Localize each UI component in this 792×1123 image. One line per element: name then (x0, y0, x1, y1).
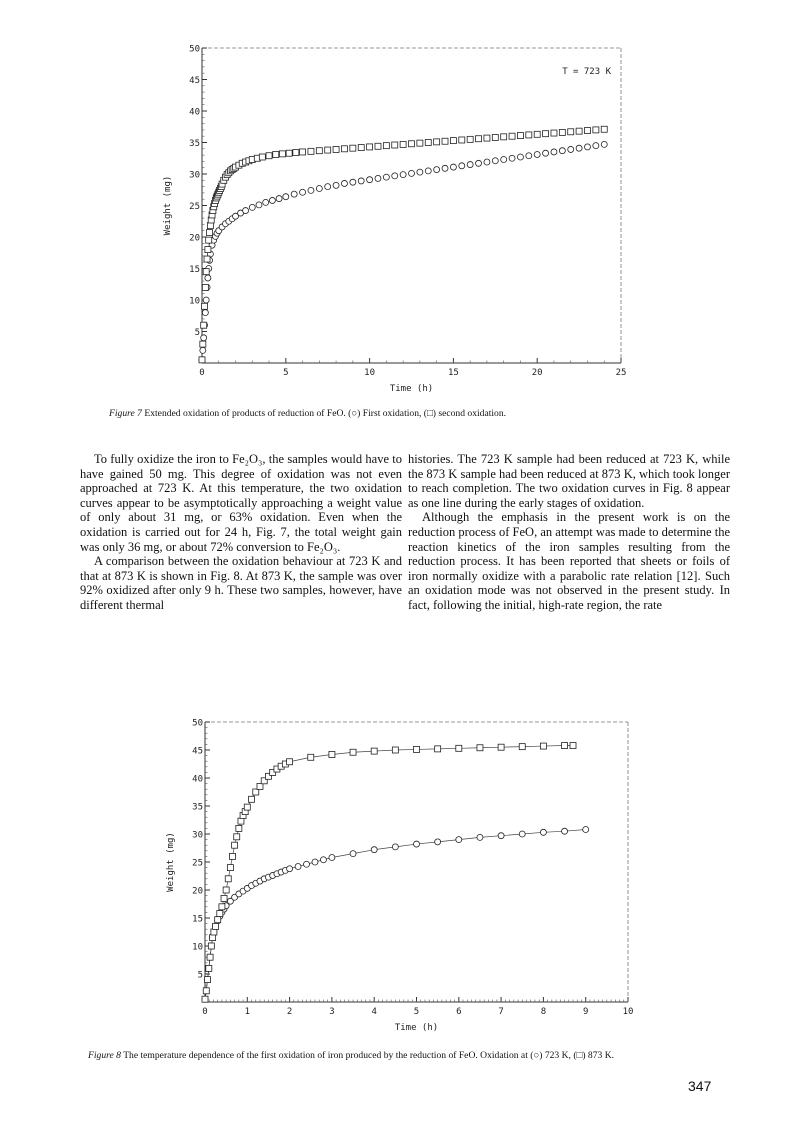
fig7-circle-point (501, 157, 507, 163)
fig7-y-tick-label: 40 (189, 107, 200, 118)
fig8-circle-point (477, 834, 483, 840)
figure-7-chart (0, 0, 792, 400)
fig7-circle-point (256, 202, 262, 208)
fig7-square-point (203, 269, 209, 275)
fig8-square-point (202, 996, 208, 1002)
fig8-y-tick-label: 30 (192, 830, 203, 841)
fig7-circle-point (202, 310, 208, 316)
fig8-circle-point (562, 828, 568, 834)
fig8-square-point (244, 804, 250, 810)
fig8-square-point (223, 887, 229, 893)
fig8-square-point (210, 935, 216, 941)
fig8-square-point (208, 943, 214, 949)
fig7-square-point (425, 140, 431, 146)
fig7-square-point (509, 133, 515, 139)
right-text-column (408, 452, 730, 613)
fig7-circle-point (417, 169, 423, 175)
fig8-y-axis-label: Weight (mg) (166, 832, 176, 892)
fig7-x-tick-label: 0 (199, 368, 205, 378)
fig7-circle-point (269, 197, 275, 203)
fig7-x-tick-label: 15 (447, 368, 459, 378)
fig7-square-point (259, 154, 265, 160)
figure-8-caption-label: Figure 8 (88, 1050, 121, 1061)
fig7-circle-point (316, 185, 322, 191)
fig7-circle-point (325, 184, 331, 190)
fig7-square-point (199, 357, 205, 363)
fig7-circle-point (263, 199, 269, 205)
fig7-square-point (459, 137, 465, 143)
fig7-square-point (534, 131, 540, 137)
fig8-square-point (211, 929, 217, 935)
fig7-circle-point (476, 160, 482, 166)
fig7-y-tick-label: 50 (189, 44, 200, 55)
fig7-circle-point (300, 189, 306, 195)
fig7-series-2 (199, 126, 607, 363)
fig7-circle-point (434, 167, 440, 173)
fig7-square-point (593, 127, 599, 133)
fig8-x-axis-label: Time (h) (394, 1023, 439, 1033)
fig8-square-point (203, 988, 209, 994)
figure-8-chart (0, 700, 792, 1040)
fig7-y-tick-label: 45 (189, 76, 200, 86)
fig7-circle-point (283, 194, 289, 200)
fig7-square-point (383, 143, 389, 149)
fig7-square-point (273, 151, 279, 157)
fig8-circle-point (304, 861, 310, 867)
figure-7-caption-text: Extended oxidation of products of reduction of FeO. (○) First oxidation, (□) second oxidation. (144, 408, 507, 419)
fig7-circle-point (203, 297, 209, 303)
fig7-annotation: T = 723 K (562, 67, 611, 77)
fig7-circle-point (375, 175, 381, 181)
fig8-series-line (205, 830, 586, 1000)
fig7-square-point (601, 126, 607, 132)
fig7-y-tick-label: 5 (194, 328, 200, 338)
fig8-square-point (253, 789, 259, 795)
fig7-circle-point (568, 146, 574, 152)
fig7-circle-point (341, 180, 347, 186)
fig8-circle-point (414, 841, 420, 847)
fig7-circle-point (400, 172, 406, 178)
fig7-square-point (559, 129, 565, 135)
fig8-square-point (232, 842, 238, 848)
fig7-square-point (286, 150, 292, 156)
fig7-square-point (492, 134, 498, 140)
fig8-y-tick-label: 20 (192, 886, 203, 897)
fig7-square-point (392, 142, 398, 148)
fig8-x-tick-label: 2 (286, 1007, 293, 1017)
fig7-square-point (367, 144, 373, 150)
fig7-y-tick-label: 10 (189, 296, 200, 307)
fig7-circle-point (367, 177, 373, 183)
fig8-square-point (414, 746, 420, 752)
fig7-circle-point (200, 347, 206, 353)
fig8-circle-point (312, 859, 318, 865)
fig8-square-point (215, 917, 221, 923)
fig7-square-point (400, 141, 406, 147)
fig8-circle-point (392, 844, 398, 850)
fig7-square-point (375, 143, 381, 149)
fig7-circle-point (291, 191, 297, 197)
fig8-y-tick-label: 35 (192, 802, 203, 813)
fig7-square-point (341, 146, 347, 152)
fig8-circle-point (456, 837, 462, 843)
fig8-y-tick-label: 45 (192, 746, 203, 757)
left-text-column (80, 452, 402, 613)
fig8-square-point (498, 744, 504, 750)
fig8-square-point (570, 743, 576, 749)
fig8-circle-point (287, 866, 293, 872)
fig7-circle-point (467, 162, 473, 168)
fig8-circle-point (540, 829, 546, 835)
fig7-circle-point (601, 141, 607, 147)
fig8-square-point (287, 759, 293, 765)
fig7-square-point (308, 148, 314, 154)
fig7-series-1 (199, 141, 607, 362)
fig7-circle-point (425, 168, 431, 174)
fig7-square-point (207, 230, 213, 236)
fig7-square-point (204, 256, 210, 262)
fig8-square-point (207, 954, 213, 960)
fig7-y-axis-label: Weight (mg) (163, 175, 173, 236)
fig7-circle-point (308, 187, 314, 193)
fig8-y-tick-label: 25 (192, 858, 203, 869)
fig8-square-point (435, 746, 441, 752)
fig8-square-point (308, 754, 314, 760)
fig7-circle-point (442, 165, 448, 171)
fig7-circle-point (584, 144, 590, 150)
fig8-square-point (257, 783, 263, 789)
fig8-square-point (221, 895, 227, 901)
fig7-circle-point (249, 204, 255, 210)
fig7-square-point (450, 138, 456, 144)
fig8-x-tick-label: 5 (413, 1007, 420, 1017)
fig8-x-tick-label: 3 (329, 1007, 335, 1017)
fig8-x-tick-label: 4 (371, 1007, 377, 1017)
fig8-circle-point (320, 857, 326, 863)
fig7-circle-point (350, 179, 356, 185)
fig7-circle-point (551, 149, 557, 155)
fig7-x-tick-label: 20 (531, 368, 543, 378)
fig7-square-point (434, 139, 440, 145)
fig8-circle-point (329, 855, 335, 861)
fig8-square-point (519, 744, 525, 750)
fig8-square-point (219, 904, 225, 910)
fig8-y-tick-label: 15 (192, 914, 203, 925)
fig7-y-tick-label: 15 (189, 265, 200, 275)
fig7-y-tick-label: 30 (189, 170, 200, 181)
fig7-circle-point (205, 275, 211, 281)
fig8-circle-point (295, 863, 301, 869)
fig8-square-point (206, 965, 212, 971)
figure-8-caption-text: The temperature dependence of the first oxidation of iron produced by the reduction of FeO. Oxidation at (○) 723 K, (□) 873 K. (123, 1050, 615, 1061)
fig8-square-point (236, 825, 242, 831)
fig7-circle-point (358, 178, 364, 184)
fig8-square-point (371, 748, 377, 754)
fig8-circle-point (435, 839, 441, 845)
fig8-x-tick-label: 6 (456, 1007, 462, 1017)
fig7-circle-point (383, 174, 389, 180)
fig7-square-point (207, 223, 213, 229)
fig7-square-point (584, 128, 590, 134)
fig7-square-point (202, 284, 208, 290)
body-paragraph: A comparison between the oxidation behaviour at 723 K and that at 873 K is shown in Fig. 8. At 873 K, the sample was over 92% oxidized after only 9 h. These two samples, however, have different thermal (80, 554, 402, 612)
fig7-square-point (568, 129, 574, 135)
body-paragraph: histories. The 723 K sample had been reduced at 723 K, while the 873 K sample had been reduced at 873 K, which took longer to reach completion. The two oxidation curves in Fig. 8 appear as one line during the early stages of oxidation. (408, 452, 730, 510)
figure-7-caption-label: Figure 7 (109, 408, 142, 419)
page-number: 347 (688, 1078, 712, 1094)
fig7-circle-point (333, 182, 339, 188)
fig8-square-point (227, 865, 233, 871)
fig7-circle-point (484, 159, 490, 165)
fig7-circle-point (459, 163, 465, 169)
fig7-square-point (333, 146, 339, 152)
fig7-square-point (576, 128, 582, 134)
fig7-circle-point (201, 335, 207, 341)
fig7-circle-point (392, 173, 398, 179)
fig8-circle-point (498, 833, 504, 839)
body-paragraph: Although the emphasis in the present work is on the reduction process of FeO, an attempt was made to determine the reaction kinetics of the iron samples resulting from the reduction process. It has been reported that sheets or foils of iron normally oxidize with a parabolic rate relation [12]. Such an oxidation mode was not observed in the present study. In fact, following the initial, high-rate region, the rate (408, 510, 730, 612)
fig7-square-point (201, 322, 207, 328)
fig8-square-point (350, 749, 356, 755)
fig7-x-tick-label: 25 (615, 368, 627, 378)
fig7-y-tick-label: 35 (189, 139, 200, 149)
fig7-square-point (206, 237, 212, 243)
fig7-circle-point (543, 150, 549, 156)
fig8-square-point (225, 876, 231, 882)
fig7-circle-point (243, 208, 249, 214)
fig8-square-point (456, 745, 462, 751)
fig8-x-tick-label: 8 (540, 1007, 547, 1017)
fig7-circle-point (409, 170, 415, 176)
fig8-y-tick-label: 50 (192, 718, 203, 729)
fig8-square-point (540, 743, 546, 749)
fig7-square-point (293, 150, 299, 156)
fig7-circle-point (559, 148, 565, 154)
fig8-x-tick-label: 1 (244, 1007, 251, 1017)
fig7-square-point (205, 247, 211, 253)
fig8-square-point (562, 743, 568, 749)
fig8-x-tick-label: 0 (202, 1007, 208, 1017)
fig7-square-point (517, 133, 523, 139)
fig7-x-tick-label: 5 (283, 368, 289, 378)
fig8-circle-point (350, 851, 356, 857)
fig7-square-point (350, 145, 356, 151)
fig7-square-point (202, 303, 208, 309)
body-paragraph: To fully oxidize the iron to Fe₂O₃, the samples would have to have gained 50 mg. This degree of oxidation was not even approached at 723 K. At this temperature, the two oxidation curves appear to be asymptotically approaching a weight value of only about 31 mg, or 63% oxidation. Even when the oxidation is carried out for 24 h, Fig. 7, the total weight gain was only 36 mg, or about 72% conversion to Fe₂O₃. (80, 452, 402, 554)
fig8-y-tick-label: 5 (197, 970, 203, 981)
fig8-square-point (229, 853, 235, 859)
fig7-square-point (467, 136, 473, 142)
fig7-square-point (266, 153, 272, 159)
fig7-y-tick-label: 25 (189, 202, 200, 212)
fig7-circle-point (509, 155, 515, 161)
fig7-square-point (526, 132, 532, 138)
fig8-x-tick-label: 10 (622, 1007, 634, 1017)
fig7-circle-point (534, 151, 540, 157)
fig8-square-point (249, 796, 255, 802)
fig8-square-point (234, 834, 240, 840)
fig7-square-point (476, 136, 482, 142)
fig8-y-tick-label: 40 (192, 774, 203, 785)
fig7-circle-point (492, 158, 498, 164)
fig8-square-point (217, 911, 223, 917)
fig7-square-point (279, 151, 285, 157)
fig7-circle-point (276, 196, 282, 202)
fig7-square-point (316, 148, 322, 154)
fig7-circle-point (576, 145, 582, 151)
fig8-y-tick-label: 10 (192, 942, 203, 953)
fig7-square-point (501, 134, 507, 140)
fig8-square-point (238, 818, 244, 824)
fig8-square-point (477, 745, 483, 751)
fig7-square-point (300, 149, 306, 155)
fig8-square-point (329, 751, 335, 757)
fig8-x-tick-label: 9 (582, 1007, 589, 1017)
fig8-square-point (205, 977, 211, 983)
fig7-square-point (200, 341, 206, 347)
fig7-circle-point (526, 153, 532, 159)
figure-8-caption (88, 1050, 728, 1062)
figure-7-caption (109, 408, 709, 420)
fig7-x-axis-label: Time (h) (389, 384, 434, 394)
fig7-square-point (325, 147, 331, 153)
fig7-square-point (551, 130, 557, 136)
fig7-square-point (358, 145, 364, 151)
fig7-square-point (484, 135, 490, 141)
fig7-square-point (543, 131, 549, 137)
fig8-circle-point (583, 827, 589, 833)
fig8-square-point (213, 923, 219, 929)
fig7-circle-point (593, 143, 599, 149)
fig7-circle-point (450, 164, 456, 170)
fig8-series-2 (202, 743, 576, 1003)
fig8-circle-point (519, 831, 525, 837)
fig8-circle-point (371, 847, 377, 853)
fig7-square-point (417, 140, 423, 146)
fig7-y-tick-label: 20 (189, 233, 200, 244)
fig7-square-point (409, 141, 415, 147)
fig8-series-1 (202, 827, 589, 1003)
fig7-square-point (442, 138, 448, 144)
fig7-circle-point (517, 154, 523, 160)
fig8-square-point (392, 747, 398, 753)
fig8-x-tick-label: 7 (498, 1007, 504, 1017)
fig7-x-tick-label: 10 (364, 368, 376, 378)
